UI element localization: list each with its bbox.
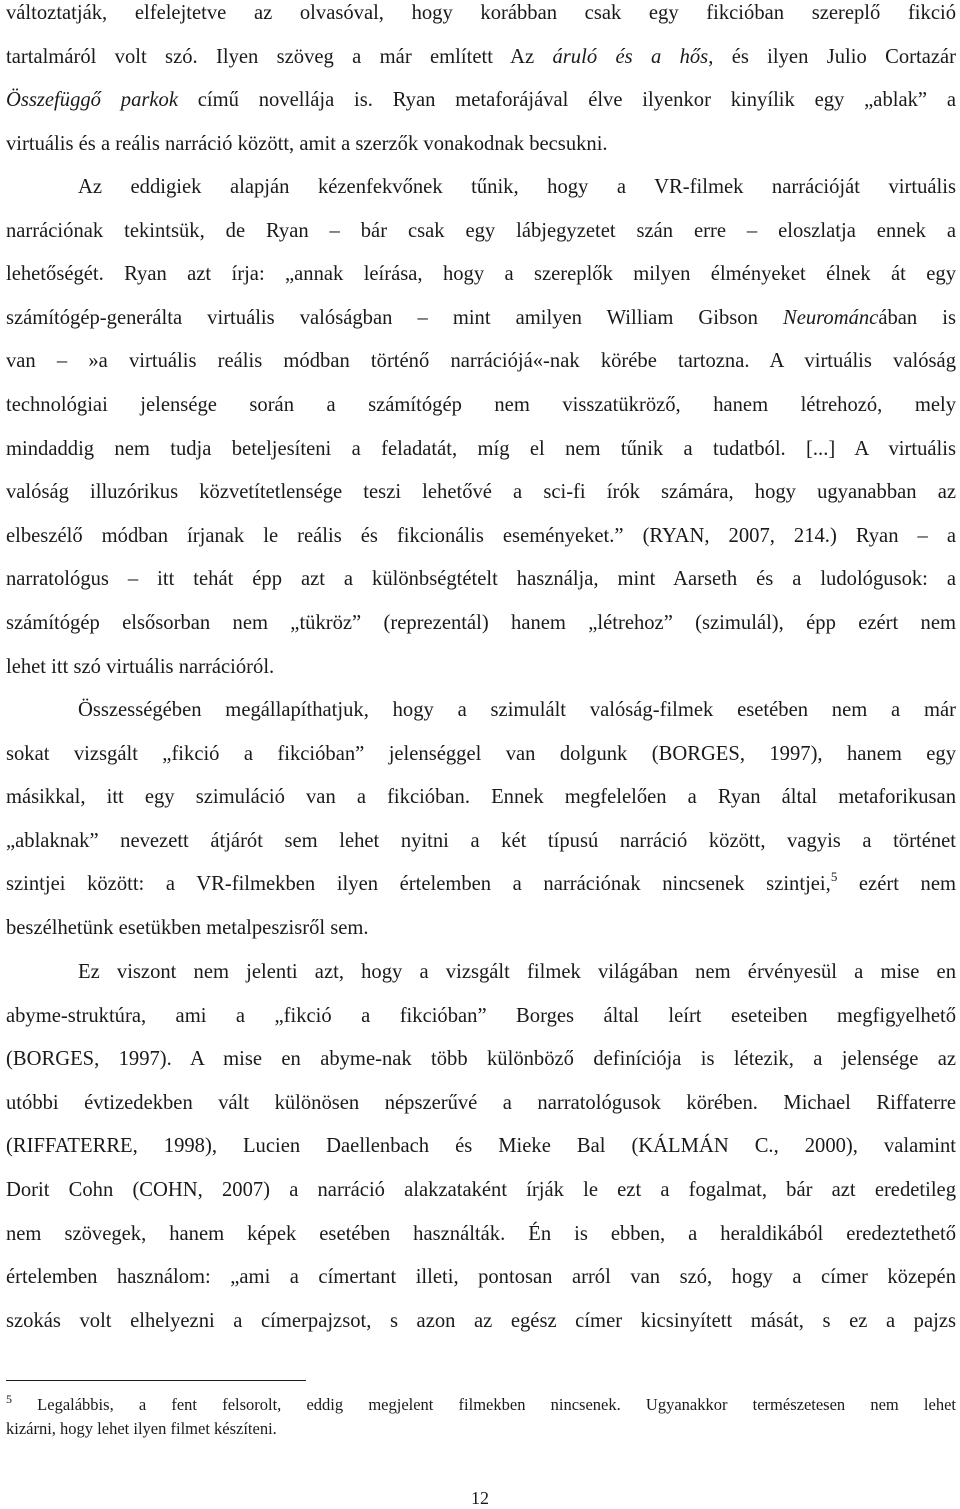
text-line: értelemben használom: „ami a címertant illeti, pontosan arról van szó, hogy a címer közepén (6, 1266, 956, 1289)
text-line: elbeszélő módban írjanak le reális és fikcionális eseményeket.” (RYAN, 2007, 214.) Ryan – a (6, 524, 956, 547)
text-line: van – »a virtuális reális módban történő narrációjá«-nak körébe tartozna. A virtuális valóság (6, 350, 956, 373)
text-line: Dorit Cohn (COHN, 2007) a narráció alakzataként írják le ezt a fogalmat, bár azt eredetileg (6, 1178, 956, 1201)
text-line: szokás volt elhelyezni a címerpajzsot, s azon az egész címer kicsinyített mását, s ez a pajzs (6, 1309, 956, 1332)
text-line: Ez viszont nem jelenti azt, hogy a vizsgált filmek világában nem érvényesül a mise en (78, 961, 956, 983)
text-line: narrációnak tekintsük, de Ryan – bár csak egy lábjegyzetet szán erre – eloszlatja ennek a (6, 219, 956, 242)
paragraph-2 (6, 166, 956, 689)
italic-title: áruló és a hős (552, 45, 709, 68)
text-line: valóság illuzórikus közvetítetlensége teszi lehetővé a sci-fi írók számára, hogy ugyanabban az (6, 481, 956, 504)
text-line: nem szövegek, hanem képek esetében használták. Én is ebben, a heraldikából eredeztethető (6, 1222, 956, 1245)
footnote-line: kizárni, hogy lehet ilyen filmet készíteni. (6, 1419, 277, 1438)
text-line: lehet itt szó virtuális narrációról. (6, 655, 275, 678)
text-line: „ablaknak” nevezett átjárót sem lehet nyitni a két típusú narráció között, vagyis a történet (6, 829, 956, 852)
text-line: utóbbi évtizedekben vált különösen népszerűvé a narratológusok körében. Michael Riffaterre (6, 1091, 956, 1114)
text-run: Legalábbis, a fent felsorolt, eddig megjelent filmekben nincsenek. Ugyanakkor természetesen nem lehet (12, 1395, 956, 1414)
text-line: lehetőségét. Ryan azt írja: „annak leírása, hogy a szereplők milyen élményeket élnek át egy (6, 263, 956, 286)
text-line: Az eddigiek alapján kézenfekvőnek tűnik, hogy a VR-filmek narrációját virtuális (78, 176, 956, 198)
text-line: technológiai jelensége során a számítógép nem visszatükröző, hanem létrehozó, mely (6, 393, 956, 416)
text-line: másikkal, itt egy szimuláció van a fikcióban. Ennek megfelelően a Ryan által metaforikusan (6, 786, 956, 809)
text-run: , és ilyen Julio Cortazár (708, 45, 956, 68)
text-line: (BORGES, 1997). A mise en abyme-nak több különböző definíciója is létezik, a jelensége az (6, 1048, 956, 1071)
text-line: beszélhetünk esetükben metalpeszisről sem. (6, 916, 369, 939)
italic-title: Neurománc (782, 306, 879, 329)
text-run: ában is (878, 306, 956, 329)
text-run: ezért nem (837, 873, 956, 896)
text-line: narratológus – itt tehát épp azt a különbségtételt használja, mint Aarseth és a ludológusok: a (6, 568, 956, 591)
footnote-divider (6, 1380, 306, 1381)
footnote-number: 5 (6, 1392, 12, 1406)
text-run: című novellája is. Ryan metaforájával élve ilyenkor kinyílik egy „ablak” a (177, 89, 956, 112)
text-run: számítógép-generálta virtuális valóságban – mint amilyen William Gibson (6, 306, 783, 329)
text-line: változtatják, elfelejtetve az olvasóval, hogy korábban csak egy fikcióban szereplő fikció (6, 2, 956, 24)
text-line (6, 297, 956, 341)
footnote-reference[interactable]: 5 (830, 869, 838, 885)
footnote-line (6, 1393, 956, 1417)
text-line: virtuális és a reális narráció között, amit a szerzők vonakodnak becsukni. (6, 132, 608, 155)
paragraph-1 (6, 0, 956, 166)
text-line (6, 863, 956, 907)
text-run: tartalmáról volt szó. Ilyen szöveg a már említett Az (6, 45, 553, 68)
text-line (6, 36, 956, 80)
text-line: sokat vizsgált „fikció a fikcióban” jelenséggel van dolgunk (BORGES, 1997), hanem egy (6, 742, 956, 765)
italic-title: Összefüggő parkok (6, 89, 178, 112)
text-line: Összességében megállapíthatjuk, hogy a szimulált valóság-filmek esetében nem a már (78, 699, 956, 721)
text-line: abyme-struktúra, ami a „fikció a fikcióban” Borges által leírt eseteiben megfigyelhető (6, 1004, 956, 1027)
paragraph-4 (6, 951, 956, 1343)
footnote (6, 1393, 956, 1441)
text-run: szintjei között: a VR-filmekben ilyen értelemben a narrációnak nincsenek szintjei, (6, 873, 831, 896)
page-number: 12 (471, 1488, 489, 1508)
paragraph-3 (6, 689, 956, 951)
text-line: mindaddig nem tudja beteljesíteni a feladatát, míg el nem tűnik a tudatból. [...] A virtuális (6, 437, 956, 460)
text-line (6, 79, 956, 123)
text-line: (RIFFATERRE, 1998), Lucien Daellenbach és Mieke Bal (KÁLMÁN C., 2000), valamint (6, 1135, 956, 1158)
text-line: számítógép elsősorban nem „tükröz” (reprezentál) hanem „létrehoz” (szimulál), épp ezért nem (6, 611, 956, 634)
